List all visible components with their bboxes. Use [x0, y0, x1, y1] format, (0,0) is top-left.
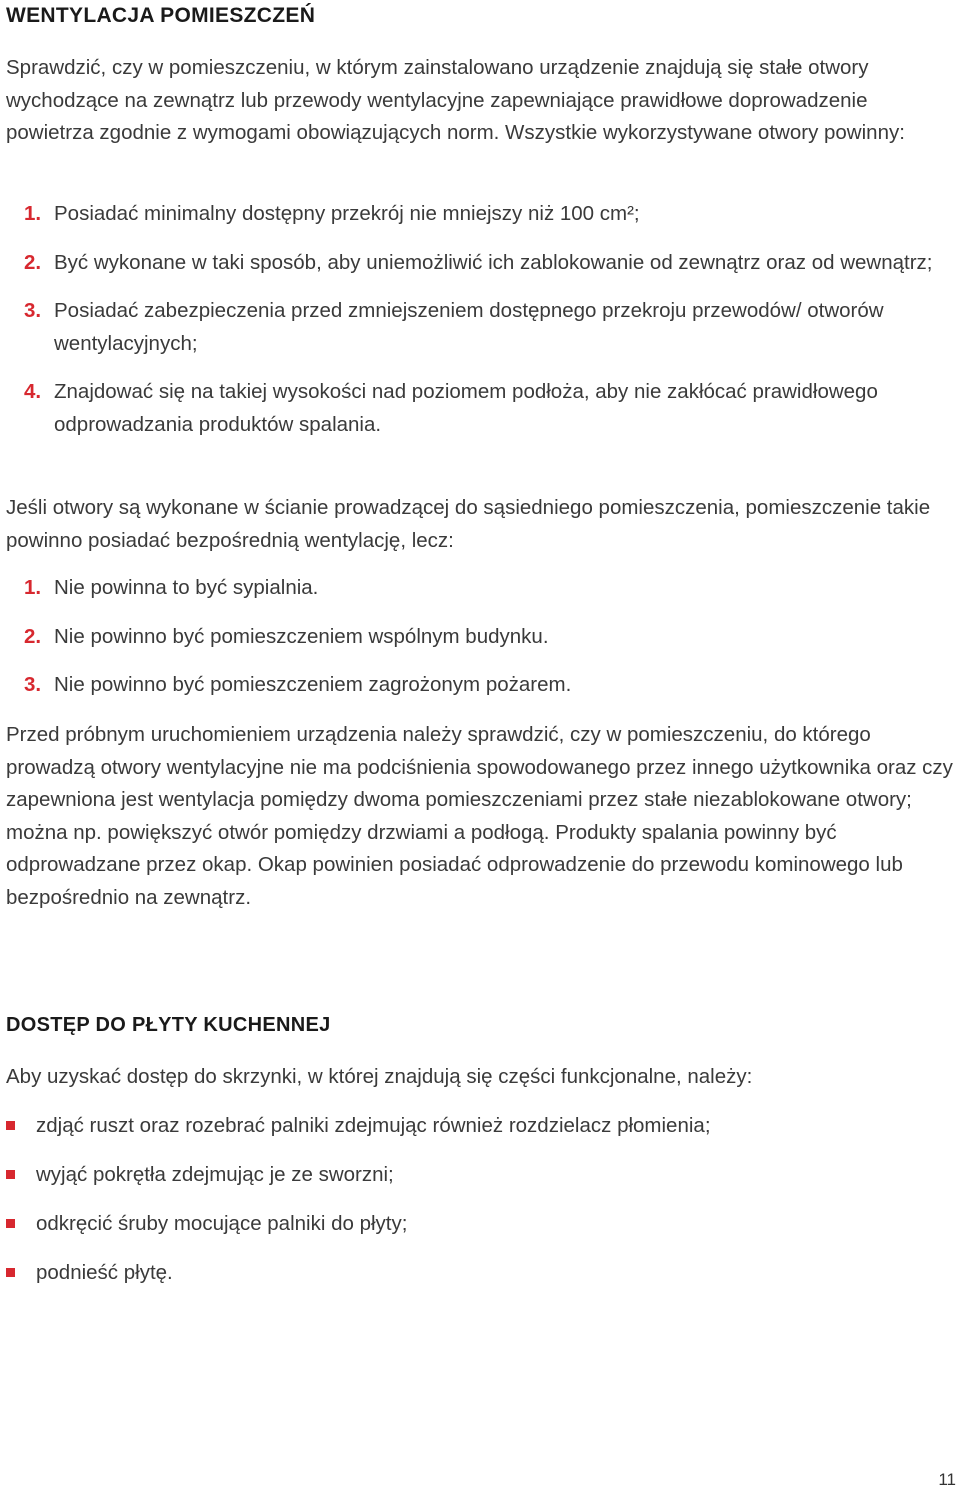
- ventilation-intro: Sprawdzić, czy w pomieszczeniu, w którym zainstalowano urządzenie znajdują się stałe otwory wychodzące na zewnątrz lub przewody wentylacyjne zapewniające prawidłowe doprowadzenie powietrza zgodnie z wymogami obowiązujących norm. Wszystkie wykorzystywane otwory powinny:: [6, 56, 905, 144]
- list-number: 3.: [24, 299, 42, 322]
- adjacent-room-conditions-list: [6, 572, 934, 702]
- list-text: zdjąć ruszt oraz rozebrać palniki zdejmując również rozdzielacz płomienia;: [36, 1113, 711, 1137]
- list-item: [6, 1199, 711, 1248]
- list-text: podnieść płytę.: [36, 1260, 173, 1284]
- bullet-square-icon: [6, 1121, 15, 1130]
- list-item: [6, 1248, 711, 1297]
- list-item: [6, 295, 934, 360]
- hob-access-steps-list: [6, 1101, 711, 1297]
- list-item: [6, 198, 934, 231]
- list-number: 1.: [24, 202, 42, 225]
- list-item: [6, 247, 934, 280]
- list-text: Posiadać minimalny dostępny przekrój nie mniejszy niż 100 cm²;: [54, 202, 640, 225]
- adjacent-room-paragraph: Jeśli otwory są wykonane w ścianie prowadzącej do sąsiedniego pomieszczenia, pomieszczenie takie powinno posiadać bezpośrednią wentylację, lecz:: [6, 496, 931, 552]
- list-text: Nie powinno być pomieszczeniem wspólnym budynku.: [54, 624, 549, 648]
- list-item: [6, 1150, 711, 1199]
- list-text: wyjąć pokrętła zdejmując je ze sworzni;: [36, 1162, 394, 1186]
- list-text: odkręcić śruby mocujące palniki do płyty;: [36, 1211, 408, 1235]
- hob-access-intro: Aby uzyskać dostęp do skrzynki, w której znajdują się części funkcjonalne, należy:: [6, 1065, 753, 1088]
- section-title-hob-access: DOSTĘP DO PŁYTY KUCHENNEJ: [6, 1014, 331, 1036]
- list-number: 2.: [24, 250, 42, 274]
- bullet-square-icon: [6, 1219, 15, 1228]
- list-text: Znajdować się na takiej wysokości nad poziomem podłoża, aby nie zakłócać prawidłowego odprowadzania produktów spalania.: [54, 380, 878, 436]
- bullet-square-icon: [6, 1268, 15, 1277]
- list-number: 3.: [24, 673, 42, 696]
- list-text: Nie powinna to być sypialnia.: [54, 576, 319, 599]
- page-number: 11: [938, 1470, 956, 1489]
- section-title-ventilation: WENTYLACJA POMIESZCZEŃ: [6, 4, 316, 27]
- ventilation-requirements-list: [6, 198, 934, 441]
- list-item: [6, 572, 934, 605]
- list-text: Posiadać zabezpieczenia przed zmniejszeniem dostępnego przekroju przewodów/ otworów wentylacyjnych;: [54, 299, 884, 355]
- list-item: [6, 621, 934, 654]
- list-item: [6, 376, 934, 441]
- list-number: 4.: [24, 380, 42, 403]
- list-text: Być wykonane w taki sposób, aby uniemożliwić ich zablokowanie od zewnątrz oraz od wewnątrz;: [54, 250, 933, 274]
- list-number: 1.: [24, 576, 42, 599]
- list-item: [6, 1101, 711, 1150]
- list-number: 2.: [24, 624, 42, 648]
- list-text: Nie powinno być pomieszczeniem zagrożonym pożarem.: [54, 673, 572, 696]
- bullet-square-icon: [6, 1170, 15, 1179]
- pre-test-paragraph: Przed próbnym uruchomieniem urządzenia należy sprawdzić, czy w pomieszczeniu, do którego prowadzą otwory wentylacyjne nie ma podciśnienia spowodowanego przez innego użytkownika oraz czy zapewniona jest wentylacja pomiędzy dwoma pomieszczeniami przez stałe niezablokowane otwory; można np. powiększyć otwór pomiędzy drzwiami a podłogą. Produkty spalania powinny być odprowadzane przez okap. Okap powinien posiadać odprowadzenie do przewodu kominowego lub bezpośrednio na zewnątrz.: [6, 723, 953, 909]
- list-item: [6, 669, 934, 702]
